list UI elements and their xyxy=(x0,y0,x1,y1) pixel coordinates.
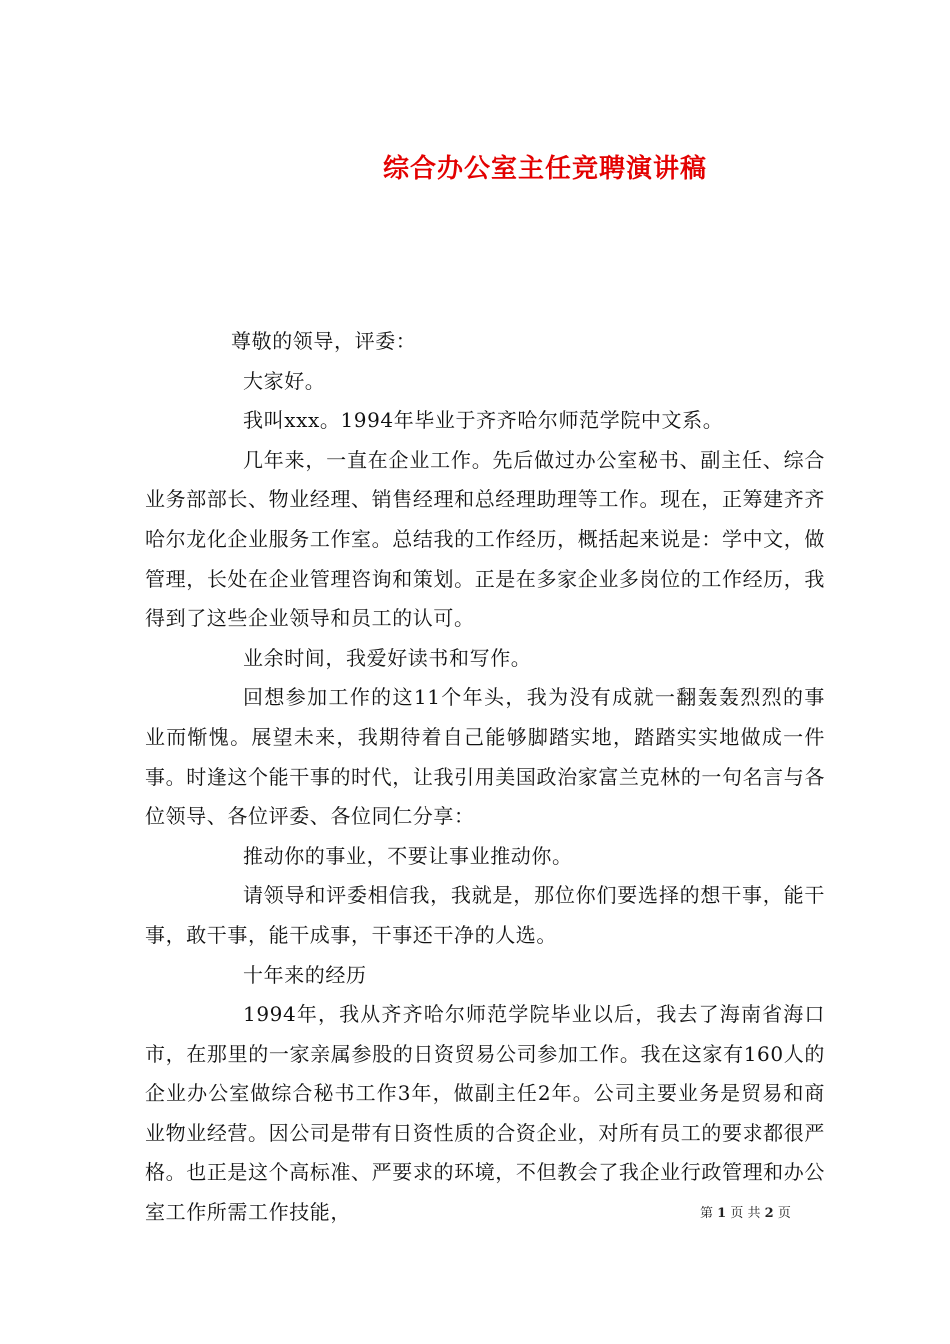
paragraph-introduction: 我叫xxx。1994年毕业于齐齐哈尔师范学院中文系。 xyxy=(243,408,724,433)
paragraph-greeting: 大家好。 xyxy=(243,368,326,393)
footer-suffix: 页 xyxy=(777,1206,791,1221)
paragraph-experience: 1994年，我从齐齐哈尔师范学院毕业以后，我去了海南省海口市，在那里的一家亲属参股的日资贸易公司参加工作。我在这家有160人的企业办公室做综合秘书工作3年，做副主任2年。公司主要业务是贸易和商业物业经营。因公司是带有日资性质的合资企业，对所有员工的要求都很严格。也正是这个高标准、严要求的环境，不但教会了我企业行政管理和办公室工作所需工作技能， xyxy=(145,1002,825,1225)
document-body xyxy=(145,322,825,1233)
footer-prefix: 第 xyxy=(700,1206,714,1221)
footer-total-pages: 2 xyxy=(764,1206,774,1221)
section-heading-experience: 十年来的经历 xyxy=(243,962,367,987)
paragraph-work-summary: 几年来，一直在企业工作。先后做过办公室秘书、副主任、综合业务部部长、物业经理、销售经理和总经理助理等工作。现在，正筹建齐齐哈尔龙化企业服务工作室。总结我的工作经历，概括起来说是：学中文，做管理，长处在企业管理咨询和策划。正是在多家企业多岗位的工作经历，我得到了这些企业领导和员工的认可。 xyxy=(145,447,825,631)
document-title: 综合办公室主任竞聘演讲稿 xyxy=(382,154,707,185)
footer-middle: 页 共 xyxy=(730,1206,761,1221)
salutation: 尊敬的领导，评委： xyxy=(231,329,417,353)
page-number-footer xyxy=(700,1205,840,1223)
paragraph-reflection: 回想参加工作的这11个年头，我为没有成就一翻轰轰烈烈的事业而惭愧。展望未来，我期待着自己能够脚踏实地，踏踏实实地做成一件事。时逢这个能干事的时代，让我引用美国政治家富兰克林的一句名言与各位领导、各位评委、各位同仁分享： xyxy=(145,685,825,829)
footer-current-page: 1 xyxy=(717,1206,727,1221)
paragraph-request: 请领导和评委相信我，我就是，那位你们要选择的想干事，能干事，敢干事，能干成事，干事还干净的人选。 xyxy=(145,883,825,947)
paragraph-hobbies: 业余时间，我爱好读书和写作。 xyxy=(243,645,532,670)
paragraph-quote: 推动你的事业，不要让事业推动你。 xyxy=(243,843,573,868)
